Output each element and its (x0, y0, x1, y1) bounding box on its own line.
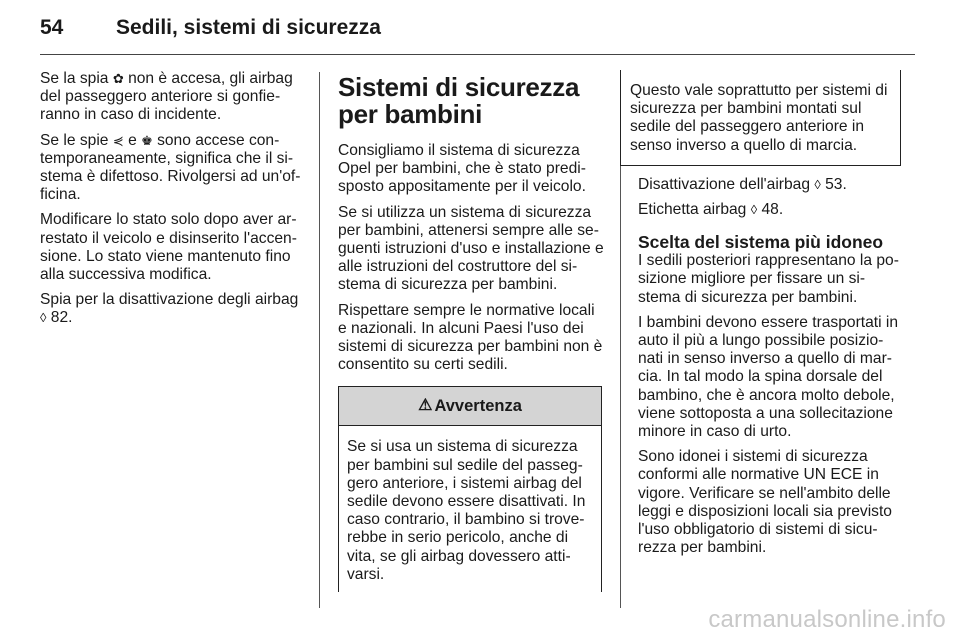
paragraph-ece: Sono idonei i sistemi di sicurezza conformi alle normative UN ECE in vigore. Verificare se nell'ambito delle leggi e disposizioni locali sia previsto l'uso obbligatorio di sistemi di sicurezza per bambini. (638, 448, 892, 557)
chapter-title: Sedili, sistemi di sicurezza (116, 16, 381, 39)
paragraph-modify-state: Modificare lo stato solo dopo aver arrestato il veicolo e disinserito l'accensione. Lo stato viene mantenuto fino alla successiva modifica. (40, 211, 297, 284)
ref-airbag-label: Etichetta airbag ◊ 48. (638, 201, 784, 219)
warning-text: Se si usa un sistema di sicurezza per bambini sul sedile del passeggero anteriore, i sistemi airbag del sedile devono essere disattivati. In caso contrario, il bambino si troverebbe in serio pericolo, anche di vita, se gli airbag dovessero attivarsi. (347, 438, 586, 583)
paragraph-rear-seats: I sedili posteriori rappresentano la posizione migliore per fissare un sistema di sicurezza per bambini. (638, 252, 899, 306)
column-left (40, 70, 308, 335)
column-divider-1 (319, 72, 320, 608)
paragraph-airbag-lamp-ref: Spia per la disattivazione degli airbag ◊ 82. (40, 291, 299, 327)
paragraph-rear-facing: I bambini devono essere trasportati in auto il più a lungo possibile posizionati in senso inverso a quello di marcia. In tal modo la spina dorsale del bambino, che è ancora molto debole, viene sottoposta a una sollecitazione minore in caso di urto. (638, 313, 899, 441)
paragraph-regulations: Rispettare sempre le normative locali e nazionali. In alcuni Paesi l'uso dei sistemi di sicurezza per bambini non è consentito su certi sedili. (338, 301, 603, 374)
airbag-indicator-icon: ⋞ (112, 132, 124, 148)
paragraph-both-lamps: Se le spie ⋞ e ♚ sono accese contemporaneamente, significa che il sistema è difettoso. Rivolgersi ad un'officina. (40, 131, 301, 204)
warning-box-continued: Questo vale soprattutto per sistemi di sicurezza per bambini montati sul sedile del passeggero anteriore in senso inverso a quello di marcia. (620, 70, 901, 166)
paragraph-recommend: Consigliamo il sistema di sicurezza Opel per bambini, che è stato predisposto appositamente per il veicolo. (338, 142, 586, 196)
warning-triangle-icon: ⚠ (418, 397, 433, 415)
page-ref-icon: ◊ (750, 202, 758, 218)
airbag-off-icon: ✿ (112, 71, 124, 86)
paragraph-instructions: Se si utilizza un sistema di sicurezza per bambini, attenersi sempre alle seguenti istruzioni d'uso e installazione e alle istruzioni del costruttore del sistema di sicurezza per bambini. (338, 203, 604, 294)
page-ref-link[interactable]: 82. (46, 309, 73, 327)
watermark: carmanualsonline.info (708, 606, 946, 633)
paragraph-airbag-off: Se la spia ✿ non è accesa, gli airbag del passeggero anteriore si gonfieranno in caso di incidente. (40, 70, 293, 124)
passenger-airbag-icon: ♚ (141, 132, 153, 148)
page-number: 54 (40, 16, 64, 39)
page-ref-link[interactable]: 53. (820, 175, 847, 193)
page-header (40, 14, 915, 55)
warning-box (338, 386, 602, 592)
page-ref-icon: ◊ (40, 310, 47, 326)
subsection-heading: Scelta del sistema più idoneo (638, 232, 884, 253)
section-heading: Sistemi di sicurezza per bambini (338, 72, 580, 129)
ref-airbag-deactivation: Disattivazione dell'airbag ◊ 53. (638, 175, 847, 193)
warning-title: Avvertenza (434, 397, 522, 416)
page-ref-icon: ◊ (814, 176, 821, 192)
column-middle (338, 74, 604, 592)
column-right (620, 70, 902, 564)
warning-header (339, 387, 601, 426)
page-ref-link[interactable]: 48. (757, 201, 784, 219)
